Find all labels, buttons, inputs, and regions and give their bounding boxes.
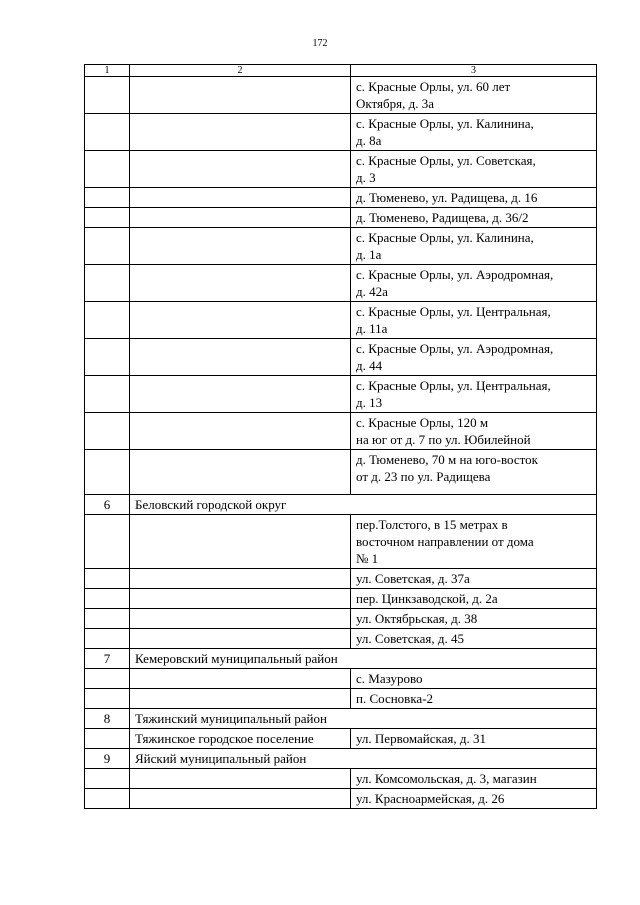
address-cell xyxy=(351,302,597,339)
page-number: 172 xyxy=(312,38,328,49)
address-cell xyxy=(351,188,597,208)
table-row xyxy=(85,589,597,609)
settlement-cell xyxy=(130,151,351,188)
address-line: на юг от д. 7 по ул. Юбилейной xyxy=(356,432,531,447)
section-name: Беловский городской округ xyxy=(130,495,597,515)
table-row xyxy=(85,569,597,589)
settlement-cell xyxy=(130,302,351,339)
address-line: с. Красные Орлы, ул. Советская, xyxy=(356,153,536,168)
number-cell xyxy=(85,228,130,265)
address-cell xyxy=(351,515,597,569)
table-row xyxy=(85,208,597,228)
table-row xyxy=(85,265,597,302)
number-cell xyxy=(85,789,130,809)
address-cell xyxy=(351,450,597,495)
settlement-cell xyxy=(130,589,351,609)
number-cell xyxy=(85,208,130,228)
section-number: 8 xyxy=(85,709,130,729)
section-number: 6 xyxy=(85,495,130,515)
address-cell xyxy=(351,208,597,228)
address-line: д. 8а xyxy=(356,133,382,148)
section-number: 7 xyxy=(85,649,130,669)
header-col-1: 1 xyxy=(85,65,130,77)
section-row xyxy=(85,749,597,769)
settlement-cell xyxy=(130,208,351,228)
number-cell xyxy=(85,609,130,629)
address-line: д. Тюменево, ул. Радищева, д. 16 xyxy=(356,190,538,205)
section-row xyxy=(85,649,597,669)
address-line: № 1 xyxy=(356,551,379,566)
address-cell xyxy=(351,413,597,450)
table-row xyxy=(85,339,597,376)
address-line: ул. Советская, д. 45 xyxy=(356,631,465,646)
settlement-cell xyxy=(130,265,351,302)
settlement-cell xyxy=(130,413,351,450)
settlement-cell xyxy=(130,228,351,265)
table-row xyxy=(85,77,597,114)
address-line: пер.Толстого, в 15 метрах в xyxy=(356,517,508,532)
settlement-cell xyxy=(130,450,351,495)
table-header-row xyxy=(85,65,597,77)
locations-table xyxy=(84,64,597,809)
number-cell xyxy=(85,413,130,450)
number-cell xyxy=(85,689,130,709)
address-line: ул. Первомайская, д. 31 xyxy=(356,731,486,746)
address-line: д. 44 xyxy=(356,358,383,373)
number-cell xyxy=(85,729,130,749)
section-row xyxy=(85,495,597,515)
table-row xyxy=(85,769,597,789)
address-cell xyxy=(351,609,597,629)
section-row xyxy=(85,709,597,729)
table-row xyxy=(85,376,597,413)
address-cell xyxy=(351,339,597,376)
settlement-cell xyxy=(130,669,351,689)
table-row xyxy=(85,789,597,809)
address-line: от д. 23 по ул. Радищева xyxy=(356,469,491,484)
section-name: Кемеровский муниципальный район xyxy=(130,649,597,669)
address-line: д. Тюменево, 70 м на юго-восток xyxy=(356,452,538,467)
address-cell xyxy=(351,629,597,649)
address-cell xyxy=(351,77,597,114)
number-cell xyxy=(85,265,130,302)
table-row xyxy=(85,151,597,188)
table-row xyxy=(85,228,597,265)
address-line: восточном направлении от дома xyxy=(356,534,534,549)
address-line: с. Красные Орлы, ул. Аэродромная, xyxy=(356,341,554,356)
header-col-3: 3 xyxy=(351,65,597,77)
address-line: п. Сосновка-2 xyxy=(356,691,434,706)
address-cell xyxy=(351,729,597,749)
settlement-cell xyxy=(130,569,351,589)
number-cell xyxy=(85,515,130,569)
number-cell xyxy=(85,339,130,376)
table-row xyxy=(85,114,597,151)
number-cell xyxy=(85,769,130,789)
section-number: 9 xyxy=(85,749,130,769)
address-line: д. 42а xyxy=(356,284,388,299)
number-cell xyxy=(85,151,130,188)
address-line: Октября, д. 3а xyxy=(356,96,434,111)
table-row xyxy=(85,450,597,495)
address-line: ул. Комсомольская, д. 3, магазин xyxy=(356,771,537,786)
address-cell xyxy=(351,114,597,151)
settlement-cell xyxy=(130,609,351,629)
address-cell xyxy=(351,265,597,302)
address-line: д. Тюменево, Радищева, д. 36/2 xyxy=(356,210,529,225)
address-cell xyxy=(351,669,597,689)
settlement-cell xyxy=(130,339,351,376)
settlement-cell xyxy=(130,769,351,789)
address-cell xyxy=(351,589,597,609)
settlement-cell: Тяжинское городское поселение xyxy=(130,729,351,749)
address-cell xyxy=(351,769,597,789)
address-line: с. Красные Орлы, ул. Калинина, xyxy=(356,230,534,245)
address-line: с. Красные Орлы, ул. Аэродромная, xyxy=(356,267,554,282)
number-cell xyxy=(85,77,130,114)
table-row xyxy=(85,609,597,629)
number-cell xyxy=(85,188,130,208)
address-cell xyxy=(351,376,597,413)
address-line: ул. Октябрьская, д. 38 xyxy=(356,611,478,626)
table-row xyxy=(85,729,597,749)
address-line: ул. Красноармейская, д. 26 xyxy=(356,791,505,806)
table-row xyxy=(85,515,597,569)
address-line: д. 1а xyxy=(356,247,382,262)
address-line: д. 3 xyxy=(356,170,376,185)
address-line: с. Красные Орлы, ул. Калинина, xyxy=(356,116,534,131)
address-line: д. 13 xyxy=(356,395,383,410)
number-cell xyxy=(85,450,130,495)
number-cell xyxy=(85,114,130,151)
table-row xyxy=(85,413,597,450)
address-cell xyxy=(351,569,597,589)
address-line: ул. Советская, д. 37а xyxy=(356,571,470,586)
table-row xyxy=(85,629,597,649)
number-cell xyxy=(85,589,130,609)
table-row xyxy=(85,188,597,208)
address-line: пер. Цинкзаводской, д. 2а xyxy=(356,591,498,606)
number-cell xyxy=(85,376,130,413)
address-line: с. Красные Орлы, ул. Центральная, xyxy=(356,378,551,393)
number-cell xyxy=(85,629,130,649)
number-cell xyxy=(85,569,130,589)
address-line: д. 11а xyxy=(356,321,388,336)
address-cell xyxy=(351,789,597,809)
number-cell xyxy=(85,302,130,339)
address-line: с. Красные Орлы, ул. 60 лет xyxy=(356,79,511,94)
settlement-cell xyxy=(130,188,351,208)
table-row xyxy=(85,302,597,339)
address-cell xyxy=(351,689,597,709)
header-col-2: 2 xyxy=(130,65,351,77)
settlement-cell xyxy=(130,689,351,709)
settlement-cell xyxy=(130,77,351,114)
address-cell xyxy=(351,228,597,265)
section-name: Яйский муниципальный район xyxy=(130,749,597,769)
settlement-cell xyxy=(130,114,351,151)
section-name: Тяжинский муниципальный район xyxy=(130,709,597,729)
address-line: с. Красные Орлы, 120 м xyxy=(356,415,489,430)
settlement-cell xyxy=(130,629,351,649)
table-row xyxy=(85,669,597,689)
address-line: с. Мазурово xyxy=(356,671,423,686)
number-cell xyxy=(85,669,130,689)
table-row xyxy=(85,689,597,709)
settlement-cell xyxy=(130,515,351,569)
address-cell xyxy=(351,151,597,188)
settlement-cell xyxy=(130,376,351,413)
settlement-cell xyxy=(130,789,351,809)
address-line: с. Красные Орлы, ул. Центральная, xyxy=(356,304,551,319)
